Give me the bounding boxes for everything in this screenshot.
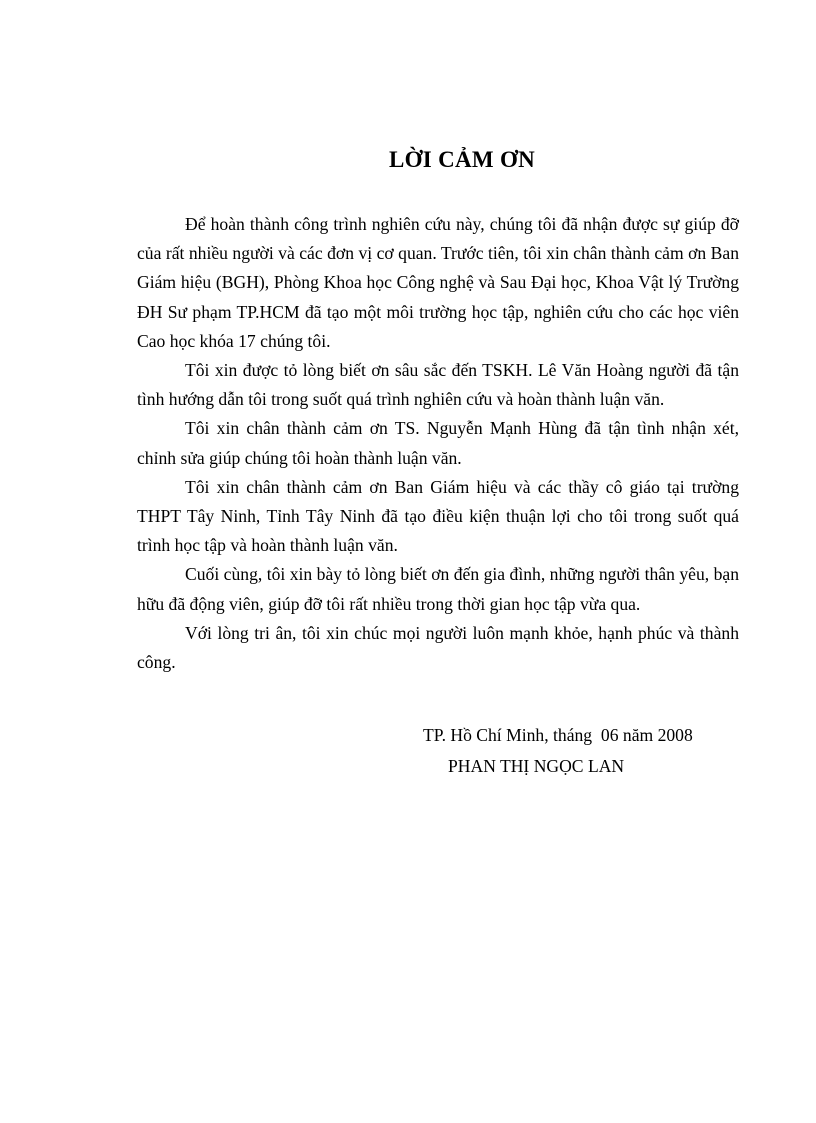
paragraph-3: Tôi xin chân thành cảm ơn TS. Nguyễn Mạnh Hùng đã tận tình nhận xét, chỉnh sửa giúp chúng tôi hoàn thành luận văn. bbox=[137, 418, 739, 468]
acknowledgement-body bbox=[137, 210, 739, 677]
paragraph-2: Tôi xin được tỏ lòng biết ơn sâu sắc đến TSKH. Lê Văn Hoàng người đã tận tình hướng dẫn tôi trong suốt quá trình nghiên cứu và hoàn thành luận văn. bbox=[137, 360, 739, 410]
signature-block bbox=[423, 720, 693, 782]
author-name: PHAN THỊ NGỌC LAN bbox=[448, 756, 625, 776]
paragraph-1: Để hoàn thành công trình nghiên cứu này, chúng tôi đã nhận được sự giúp đỡ của rất nhiều người và các đơn vị cơ quan. Trước tiên, tôi xin chân thành cảm ơn Ban Giám hiệu (BGH), Phòng Khoa học Công nghệ và Sau Đại học, Khoa Vật lý Trường ĐH Sư phạm TP.HCM đã tạo một môi trường học tập, nghiên cứu cho các học viên Cao học khóa 17 chúng tôi. bbox=[137, 214, 739, 351]
paragraph-6: Với lòng tri ân, tôi xin chúc mọi người luôn mạnh khỏe, hạnh phúc và thành công. bbox=[137, 622, 739, 673]
paragraph-4: Tôi xin chân thành cảm ơn Ban Giám hiệu và các thầy cô giáo tại trường THPT Tây Ninh, Tỉnh Tây Ninh đã tạo điều kiện thuận lợi cho tôi trong suốt quá trình học tập và hoàn thành luận văn. bbox=[137, 476, 739, 556]
place-date: TP. Hồ Chí Minh, tháng 06 năm 2008 bbox=[423, 725, 693, 745]
paragraph-5: Cuối cùng, tôi xin bày tỏ lòng biết ơn đến gia đình, những người thân yêu, bạn hữu đã động viên, giúp đỡ tôi rất nhiều trong thời gian học tập vừa qua. bbox=[137, 564, 739, 614]
page-title: LỜI CẢM ƠN bbox=[388, 147, 536, 172]
